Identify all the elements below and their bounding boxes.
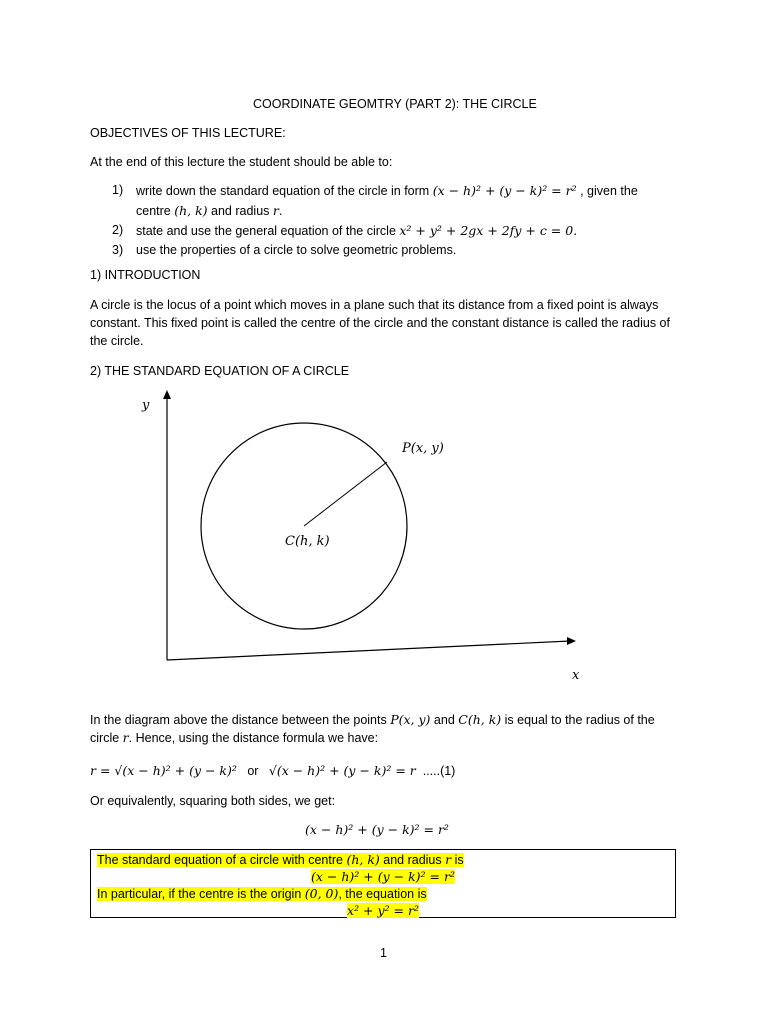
math-run: (h, k) [346, 852, 380, 867]
objectives-list [112, 181, 692, 260]
standard-equation-box [90, 849, 676, 918]
objective-text: , given the [576, 184, 638, 198]
text-run: . Hence, using the distance formula we have: [128, 731, 379, 745]
objective-number: 1) [112, 183, 124, 197]
objective-text: write down the standard equation of the circle in form [136, 184, 433, 198]
point-label: P(x, y) [402, 441, 444, 456]
section-heading-standard-equation: 2) THE STANDARD EQUATION OF A CIRCLE [90, 364, 350, 378]
text-run: and [430, 713, 459, 727]
objective-number: 2) [112, 223, 124, 237]
equation-lhs: r = √(x − h)² + (y − k)² [90, 763, 237, 778]
y-axis-label: y [142, 398, 150, 413]
highlighted-text [97, 887, 427, 901]
objective-item [112, 181, 692, 221]
page-number: 1 [380, 946, 387, 960]
objective-item [112, 221, 692, 241]
circle-diagram [130, 385, 600, 695]
math-run: (0, 0) [304, 886, 339, 901]
text-run: , the equation is [338, 887, 427, 901]
objective-math: r [272, 203, 279, 218]
y-axis-arrowhead [163, 390, 171, 399]
equation-reference: .....(1) [422, 764, 456, 778]
objective-item [112, 241, 692, 260]
intro-paragraph: A circle is the locus of a point which moves in a plane such that its distance from a fixed point is always constant. This fixed point is called the centre of the circle and the constant distance is called the radius of the circle. [90, 298, 670, 348]
objective-math: (h, k) [174, 203, 208, 218]
centre-label: C(h, k) [285, 534, 330, 549]
objective-text: and radius [207, 204, 273, 218]
x-axis [167, 641, 570, 660]
equation-or: or [247, 764, 259, 778]
text-run: circle [90, 731, 123, 745]
objective-text: use the properties of a circle to solve geometric problems. [136, 243, 457, 257]
math-run: r [445, 852, 452, 867]
radius-line [304, 462, 387, 526]
objective-math: x² + y² + 2gx + 2fy + c = 0. [399, 223, 578, 238]
highlighted-equation: x² + y² = r² [347, 903, 419, 918]
text-run: The standard equation of a circle with centre [97, 853, 347, 867]
text-run: is [451, 853, 464, 867]
box-line-2 [97, 868, 669, 885]
text-run: In particular, if the centre is the origin [97, 887, 305, 901]
math-run: r [122, 730, 129, 745]
distance-paragraph [90, 711, 675, 747]
objective-text: state and use the general equation of the circle [136, 224, 400, 238]
objective-text: centre [136, 204, 175, 218]
objectives-heading: OBJECTIVES OF THIS LECTURE: [90, 126, 286, 140]
highlighted-text [97, 853, 464, 867]
equation-2: (x − h)² + (y − k)² = r² [305, 822, 449, 837]
page-title: COORDINATE GEOMTRY (PART 2): THE CIRCLE [253, 97, 537, 111]
text-run: In the diagram above the distance between the points [90, 713, 391, 727]
highlighted-equation: (x − h)² + (y − k)² = r² [311, 869, 455, 884]
objective-math: (x − h)² + (y − k)² = r² [432, 183, 577, 198]
section-heading-introduction: 1) INTRODUCTION [90, 268, 201, 282]
box-line-4 [97, 902, 669, 919]
math-run: C(h, k) [458, 712, 502, 727]
text-run: and radius [379, 853, 446, 867]
equation-rhs: √(x − h)² + (y − k)² = r [268, 763, 416, 778]
x-axis-label: x [572, 668, 580, 683]
box-line-1 [97, 851, 669, 868]
objectives-intro: At the end of this lecture the student should be able to: [90, 155, 393, 169]
math-run: P(x, y) [390, 712, 431, 727]
objective-text: . [278, 204, 283, 218]
box-line-3 [97, 885, 669, 902]
objective-number: 3) [112, 243, 124, 257]
equation-1 [90, 763, 455, 779]
x-axis-arrowhead [567, 637, 576, 645]
text-run: is equal to the radius of the [501, 713, 655, 727]
squaring-text: Or equivalently, squaring both sides, we get: [90, 794, 336, 808]
